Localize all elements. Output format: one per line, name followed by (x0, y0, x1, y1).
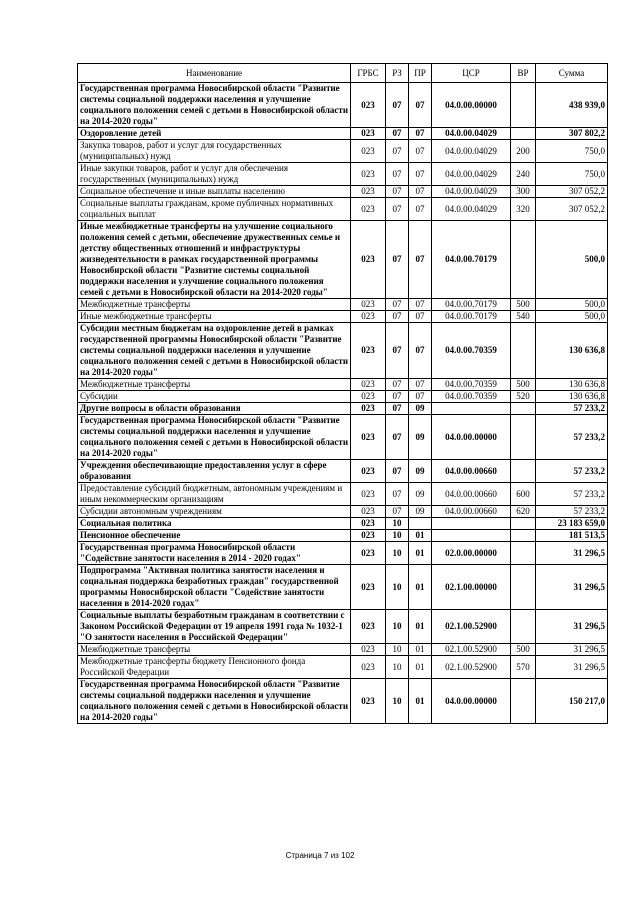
page-number: Страница 7 из 102 (285, 851, 355, 860)
cell-grbs: 023 (351, 391, 386, 403)
cell-vr: 500 (511, 379, 536, 391)
cell-csr: 04.0.00.00660 (432, 506, 511, 518)
cell-csr: 04.0.00.00000 (432, 83, 511, 128)
cell-vr: 540 (511, 311, 536, 323)
cell-grbs: 023 (351, 656, 386, 679)
cell-sum: 307 052,2 (536, 198, 608, 221)
cell-vr: 600 (511, 483, 536, 506)
cell-vr: 320 (511, 198, 536, 221)
cell-pr: 09 (409, 403, 432, 415)
cell-grbs: 023 (351, 198, 386, 221)
cell-vr: 500 (511, 644, 536, 656)
cell-rz: 07 (386, 311, 409, 323)
cell-rz: 07 (386, 483, 409, 506)
cell-rz: 07 (386, 128, 409, 140)
table-row (78, 391, 608, 403)
cell-csr: 04.0.00.70359 (432, 323, 511, 379)
cell-rz: 10 (386, 679, 409, 724)
table-row (78, 311, 608, 323)
cell-sum: 130 636,8 (536, 323, 608, 379)
cell-name: Социальное обеспечение и иные выплаты населению (78, 186, 351, 198)
cell-pr: 07 (409, 391, 432, 403)
cell-rz: 07 (386, 186, 409, 198)
cell-rz: 07 (386, 391, 409, 403)
cell-pr: 09 (409, 483, 432, 506)
cell-csr: 04.0.00.04029 (432, 140, 511, 163)
cell-sum: 500,0 (536, 311, 608, 323)
cell-csr: 04.0.00.00000 (432, 679, 511, 724)
cell-csr: 02.0.00.00000 (432, 542, 511, 565)
cell-name: Государственная программа Новосибирской области "Развитие системы социальной поддержки населения и улучшение социального положения семей с детьми в Новосибирской области на 2014-2020 годы" (78, 415, 351, 460)
cell-pr: 07 (409, 140, 432, 163)
cell-pr: 07 (409, 198, 432, 221)
header-pr: ПР (409, 64, 432, 83)
cell-grbs: 023 (351, 83, 386, 128)
cell-grbs: 023 (351, 644, 386, 656)
cell-name: Пенсионное обеспечение (78, 530, 351, 542)
cell-sum: 31 296,5 (536, 565, 608, 610)
table-row (78, 403, 608, 415)
cell-pr: 09 (409, 415, 432, 460)
cell-rz: 10 (386, 542, 409, 565)
cell-pr (409, 518, 432, 530)
cell-name: Межбюджетные трансферты (78, 379, 351, 391)
cell-rz: 07 (386, 323, 409, 379)
cell-grbs: 023 (351, 186, 386, 198)
cell-grbs: 023 (351, 379, 386, 391)
cell-name: Государственная программа Новосибирской области "Содействие занятости населения в 2014 - 2020 годах" (78, 542, 351, 565)
cell-name: Учреждения обеспечивающие предоставления услуг в сфере образования (78, 460, 351, 483)
cell-vr (511, 542, 536, 565)
cell-pr: 07 (409, 83, 432, 128)
table-row (78, 542, 608, 565)
cell-csr: 04.0.00.70359 (432, 379, 511, 391)
cell-grbs: 023 (351, 542, 386, 565)
cell-csr: 02.1.00.00000 (432, 565, 511, 610)
cell-grbs: 023 (351, 163, 386, 186)
table-row (78, 679, 608, 724)
cell-sum: 750,0 (536, 163, 608, 186)
cell-csr: 02.1.00.52900 (432, 644, 511, 656)
cell-name: Подпрограмма "Активная политика занятости населения и социальная поддержка безработных граждан" государственной программы Новосибирской области "Содействие занятости населения в 2014-2020 годах" (78, 565, 351, 610)
cell-sum: 57 233,2 (536, 403, 608, 415)
table-row (78, 163, 608, 186)
cell-pr: 07 (409, 221, 432, 299)
cell-rz: 07 (386, 379, 409, 391)
cell-grbs: 023 (351, 530, 386, 542)
cell-csr: 04.0.00.70179 (432, 221, 511, 299)
cell-csr: 04.0.00.70179 (432, 311, 511, 323)
cell-grbs: 023 (351, 323, 386, 379)
cell-grbs: 023 (351, 460, 386, 483)
cell-vr (511, 221, 536, 299)
table-row (78, 530, 608, 542)
cell-grbs: 023 (351, 221, 386, 299)
cell-pr: 07 (409, 311, 432, 323)
cell-pr: 07 (409, 379, 432, 391)
cell-pr: 07 (409, 163, 432, 186)
cell-name: Субсидии местным бюджетам на оздоровление детей в рамках государственной программы Новосибирской области "Развитие системы социальной поддержки населения и улучшение социального положения семей с детьми в Новосибирской области на 2014-2020 годы" (78, 323, 351, 379)
table-row (78, 140, 608, 163)
table-row (78, 379, 608, 391)
table-row (78, 83, 608, 128)
cell-vr (511, 83, 536, 128)
cell-sum: 31 296,5 (536, 610, 608, 644)
cell-grbs: 023 (351, 311, 386, 323)
cell-rz: 07 (386, 163, 409, 186)
table-body (78, 83, 608, 724)
cell-csr: 02.1.00.52900 (432, 610, 511, 644)
cell-grbs: 023 (351, 128, 386, 140)
cell-csr: 04.0.00.00660 (432, 460, 511, 483)
table-row (78, 506, 608, 518)
cell-pr: 09 (409, 506, 432, 518)
cell-name: Социальные выплаты безработным гражданам в соответствии с Законом Российской Федерации от 19 апреля 1991 года № 1032-1 "О занятости населения в Российской Федерации" (78, 610, 351, 644)
table-row (78, 644, 608, 656)
cell-sum: 31 296,5 (536, 644, 608, 656)
cell-name: Иные межбюджетные трансферты на улучшение социального положения семей с детьми, обеспечение дружественных семье и детству общественных отношений и инфраструктуры жизнедеятельности в рамках государственной программы Новосибирской области "Развитие системы социальной поддержки населения и улучшение социального положения семей с детьми в Новосибирской области на 2014-2020 годы" (78, 221, 351, 299)
cell-rz: 07 (386, 221, 409, 299)
cell-rz: 07 (386, 299, 409, 311)
cell-rz: 10 (386, 530, 409, 542)
cell-sum: 57 233,2 (536, 460, 608, 483)
cell-vr: 570 (511, 656, 536, 679)
cell-name: Межбюджетные трансферты (78, 299, 351, 311)
cell-pr: 07 (409, 186, 432, 198)
cell-name: Оздоровление детей (78, 128, 351, 140)
table-row (78, 323, 608, 379)
cell-rz: 07 (386, 403, 409, 415)
cell-csr: 04.0.00.04029 (432, 198, 511, 221)
cell-csr: 04.0.00.04029 (432, 186, 511, 198)
cell-csr: 04.0.00.04029 (432, 128, 511, 140)
cell-csr: 04.0.00.04029 (432, 163, 511, 186)
cell-rz: 07 (386, 506, 409, 518)
header-name: Наименование (78, 64, 351, 83)
cell-vr (511, 530, 536, 542)
cell-name: Социальная политика (78, 518, 351, 530)
cell-sum: 23 183 659,0 (536, 518, 608, 530)
cell-vr: 620 (511, 506, 536, 518)
table-row (78, 186, 608, 198)
cell-sum: 438 939,0 (536, 83, 608, 128)
cell-vr: 200 (511, 140, 536, 163)
cell-vr (511, 460, 536, 483)
cell-pr: 09 (409, 460, 432, 483)
cell-name: Иные закупки товаров, работ и услуг для обеспечения государственных (муниципальных) нужд (78, 163, 351, 186)
cell-pr: 01 (409, 565, 432, 610)
table-row (78, 221, 608, 299)
cell-pr: 01 (409, 679, 432, 724)
cell-vr: 240 (511, 163, 536, 186)
cell-rz: 10 (386, 610, 409, 644)
header-vr: ВР (511, 64, 536, 83)
cell-grbs: 023 (351, 483, 386, 506)
cell-name: Субсидии (78, 391, 351, 403)
cell-csr: 04.0.00.70359 (432, 391, 511, 403)
table-header-row (78, 64, 608, 83)
cell-sum: 130 636,8 (536, 379, 608, 391)
table-row (78, 610, 608, 644)
cell-vr (511, 415, 536, 460)
cell-pr: 07 (409, 299, 432, 311)
cell-rz: 10 (386, 644, 409, 656)
cell-name: Социальные выплаты гражданам, кроме публичных нормативных социальных выплат (78, 198, 351, 221)
cell-rz: 07 (386, 415, 409, 460)
cell-name: Предоставление субсидий бюджетным, автономным учреждениям и иным некоммерческим организациям (78, 483, 351, 506)
cell-vr (511, 565, 536, 610)
table-row (78, 565, 608, 610)
table-row (78, 198, 608, 221)
table-row (78, 518, 608, 530)
cell-vr (511, 679, 536, 724)
cell-grbs: 023 (351, 565, 386, 610)
cell-grbs: 023 (351, 299, 386, 311)
cell-csr: 04.0.00.00660 (432, 483, 511, 506)
table-row (78, 299, 608, 311)
cell-pr: 01 (409, 530, 432, 542)
cell-rz: 07 (386, 198, 409, 221)
cell-rz: 07 (386, 140, 409, 163)
cell-grbs: 023 (351, 518, 386, 530)
cell-vr: 520 (511, 391, 536, 403)
cell-pr: 07 (409, 128, 432, 140)
cell-csr: 04.0.00.00000 (432, 415, 511, 460)
cell-grbs: 023 (351, 403, 386, 415)
header-rz: РЗ (386, 64, 409, 83)
table-row (78, 483, 608, 506)
cell-csr: 04.0.00.70179 (432, 299, 511, 311)
cell-grbs: 023 (351, 140, 386, 163)
header-sum: Сумма (536, 64, 608, 83)
cell-name: Иные межбюджетные трансферты (78, 311, 351, 323)
cell-sum: 150 217,0 (536, 679, 608, 724)
cell-sum: 181 513,5 (536, 530, 608, 542)
cell-sum: 307 802,2 (536, 128, 608, 140)
cell-pr: 01 (409, 656, 432, 679)
cell-sum: 31 296,5 (536, 656, 608, 679)
cell-sum: 31 296,5 (536, 542, 608, 565)
cell-vr (511, 518, 536, 530)
table-row (78, 460, 608, 483)
cell-name: Государственная программа Новосибирской области "Развитие системы социальной поддержки населения и улучшение социального положения семей с детьми в Новосибирской области на 2014-2020 годы" (78, 83, 351, 128)
cell-name: Межбюджетные трансферты бюджету Пенсионного фонда Российской Федерации (78, 656, 351, 679)
cell-pr: 07 (409, 323, 432, 379)
cell-csr: 02.1.00.52900 (432, 656, 511, 679)
cell-grbs: 023 (351, 610, 386, 644)
cell-vr: 300 (511, 186, 536, 198)
header-csr: ЦСР (432, 64, 511, 83)
cell-grbs: 023 (351, 415, 386, 460)
cell-name: Государственная программа Новосибирской области "Развитие системы социальной поддержки населения и улучшение социального положения семей с детьми в Новосибирской области на 2014-2020 годы" (78, 679, 351, 724)
table-row (78, 656, 608, 679)
cell-grbs: 023 (351, 679, 386, 724)
cell-name: Субсидии автономным учреждениям (78, 506, 351, 518)
cell-csr (432, 530, 511, 542)
cell-vr (511, 323, 536, 379)
cell-sum: 57 233,2 (536, 483, 608, 506)
header-grbs: ГРБС (351, 64, 386, 83)
cell-sum: 130 636,8 (536, 391, 608, 403)
cell-rz: 10 (386, 656, 409, 679)
cell-rz: 10 (386, 518, 409, 530)
cell-csr (432, 403, 511, 415)
cell-name: Другие вопросы в области образования (78, 403, 351, 415)
cell-vr: 500 (511, 299, 536, 311)
cell-name: Межбюджетные трансферты (78, 644, 351, 656)
cell-vr (511, 128, 536, 140)
cell-pr: 01 (409, 542, 432, 565)
cell-grbs: 023 (351, 506, 386, 518)
cell-sum: 57 233,2 (536, 506, 608, 518)
table-row (78, 128, 608, 140)
cell-sum: 307 052,2 (536, 186, 608, 198)
cell-vr (511, 610, 536, 644)
cell-vr (511, 403, 536, 415)
cell-name: Закупка товаров, работ и услуг для государственных (муниципальных) нужд (78, 140, 351, 163)
cell-sum: 500,0 (536, 221, 608, 299)
cell-rz: 07 (386, 83, 409, 128)
cell-csr (432, 518, 511, 530)
budget-table (77, 63, 608, 724)
cell-sum: 500,0 (536, 299, 608, 311)
cell-rz: 10 (386, 565, 409, 610)
cell-sum: 57 233,2 (536, 415, 608, 460)
table-row (78, 415, 608, 460)
cell-sum: 750,0 (536, 140, 608, 163)
cell-pr: 01 (409, 644, 432, 656)
cell-pr: 01 (409, 610, 432, 644)
cell-rz: 07 (386, 460, 409, 483)
